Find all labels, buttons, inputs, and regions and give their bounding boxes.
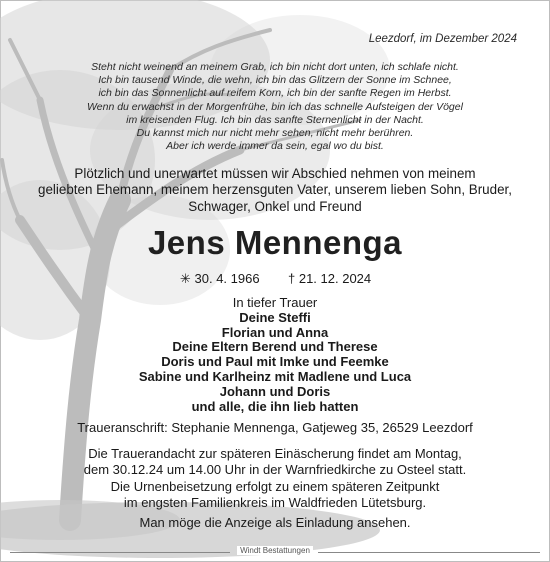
poem-line: im kreisenden Flug. Ich bin das sanfte Sternenlicht in der Nacht. <box>126 113 424 126</box>
mourner-line: und alle, die ihn lieb hatten <box>191 398 359 414</box>
mourner-line: Florian und Anna <box>221 324 329 340</box>
mourning-lead: In tiefer Trauer <box>232 295 318 310</box>
poem-line: Aber ich werde immer da sein, egal wo du bist. <box>166 140 384 153</box>
poem <box>40 61 510 153</box>
death-date: † 21. 12. 2024 <box>288 271 372 286</box>
mourners-block <box>0 296 550 414</box>
poem-line: Ich bin tausend Winde, die wehn, ich bin das Glitzern der Sonne im Schnee, <box>98 74 452 87</box>
birth-date: ✳ 30. 4. 1966 <box>180 271 260 286</box>
poem-line: Du kannst mich nur nicht mehr sehen, nicht mehr berühren. <box>136 127 414 140</box>
intro-line: Schwager, Onkel und Freund <box>188 198 362 214</box>
burial-line: Die Urnenbeisetzung erfolgt zu einem späteren Zeitpunkt <box>110 479 440 494</box>
mourner-line: Johann und Doris <box>219 383 331 399</box>
poem-line: ich bin das Sonnenlicht auf reifem Korn, ich bin der sanfte Regen im Herbst. <box>98 87 452 100</box>
dateline: Leezdorf, im Dezember 2024 <box>368 33 517 45</box>
service-line: dem 30.12.24 um 14.00 Uhr in der Warnfriedkirche zu Osteel statt. <box>83 461 467 477</box>
poem-line: Wenn du erwachst in der Morgenfrühe, bin ich das schnelle Aufsteigen der Vögel <box>87 100 463 113</box>
invitation-note: Man möge die Anzeige als Einladung ansehen. <box>139 515 411 530</box>
mourner-line: Sabine und Karlheinz mit Madlene und Luca <box>138 368 412 384</box>
intro-line: geliebten Ehemann, meinem herzensguten Vater, unserem lieben Sohn, Bruder, <box>38 182 512 198</box>
intro-text <box>20 166 530 215</box>
footer <box>0 546 550 555</box>
mourner-line: Deine Steffi <box>239 309 311 325</box>
burial-info <box>0 479 550 510</box>
funeral-home-credit: Windt Bestattungen <box>237 546 313 555</box>
poem-line: Steht nicht weinend an meinem Grab, ich bin nicht dort unten, ich schlafe nicht. <box>91 61 459 73</box>
intro-line: Plötzlich und unerwartet müssen wir Abschied nehmen von meinem <box>74 166 476 181</box>
service-info <box>0 446 550 477</box>
mourner-line: Deine Eltern Berend und Therese <box>172 339 378 355</box>
burial-line: im engsten Familienkreis im Waldfrieden Lütetsburg. <box>123 494 427 510</box>
deceased-name: Jens Mennenga <box>147 224 403 261</box>
mourner-line: Doris und Paul mit Imke und Feemke <box>161 354 389 370</box>
mourning-address: Traueranschrift: Stephanie Mennenga, Gatjeweg 35, 26529 Leezdorf <box>77 420 473 435</box>
service-line: Die Trauerandacht zur späteren Einäscherung findet am Montag, <box>88 446 462 461</box>
